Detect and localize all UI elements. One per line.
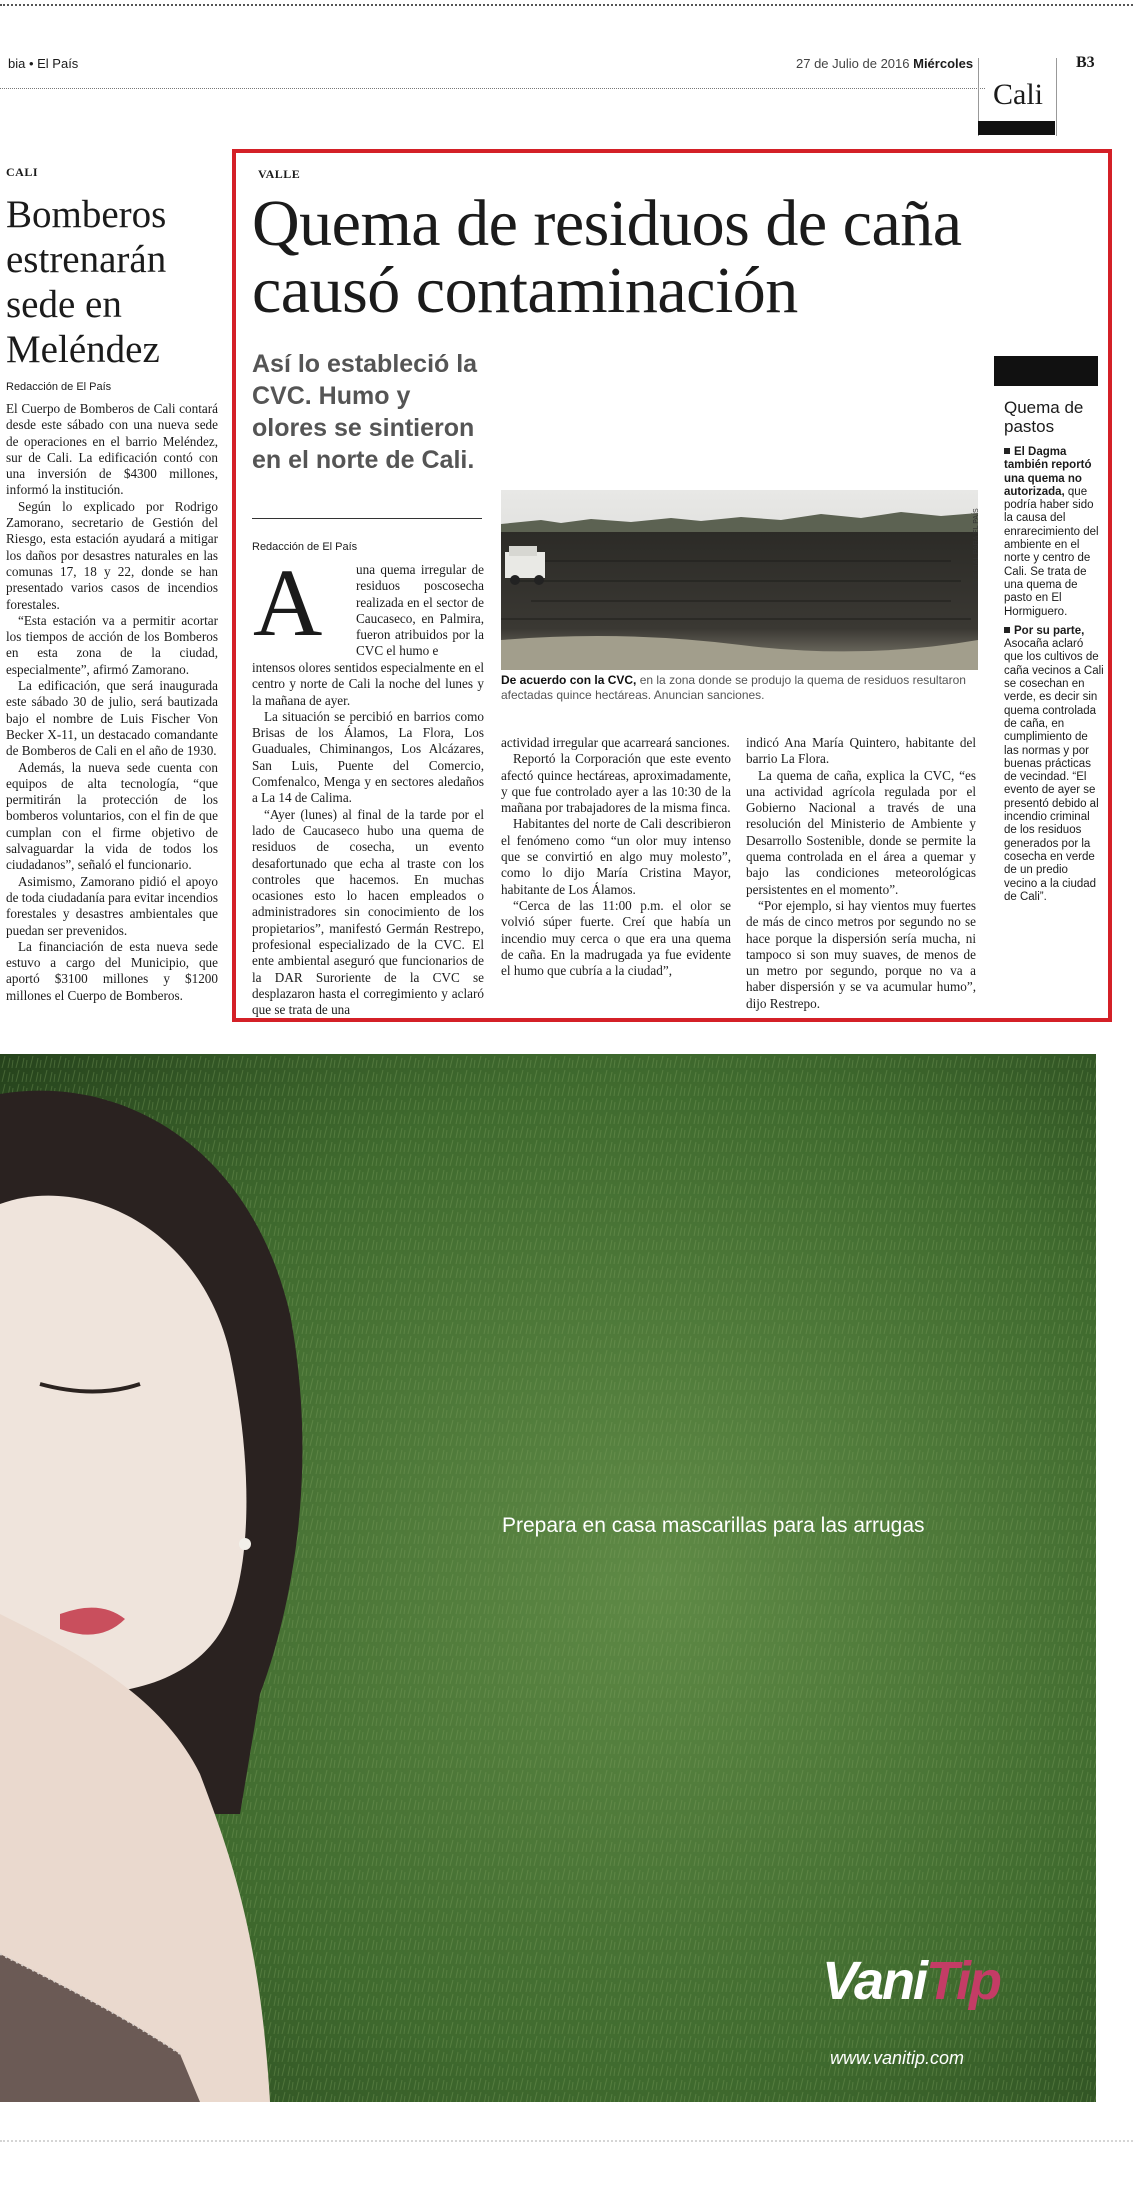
paragraph: El Cuerpo de Bomberos de Cali contará desde este sábado con una nueva sede de operaciones en el barrio Meléndez, sur de Cali. La edificación contó con una inversión de $4300 millones, informó la institución. xyxy=(6,401,218,498)
main-column-3 xyxy=(746,735,976,1012)
vanitip-logo: VaniTip xyxy=(822,1951,1001,2011)
main-story-headline: Quema de residuos de caña causó contaminación xyxy=(252,187,962,327)
main-lead-text xyxy=(356,562,484,660)
main-column-2 xyxy=(501,735,731,979)
main-story-deck: Así lo estableció la CVC. Humo y olores se sintieron en el norte de Cali. xyxy=(252,350,478,474)
square-bullet-icon xyxy=(1004,448,1010,454)
section-bar xyxy=(978,121,1055,135)
main-story-kicker: VALLE xyxy=(258,167,301,181)
side-story-byline: Redacción de El País xyxy=(6,381,112,393)
bottom-dotted-rule xyxy=(0,2140,1133,2142)
paragraph: “Ayer (lunes) al final de la tarde por el lado de Caucaseco hubo una quema de residuos de cosecha, un evento desafortunado que echa al traste con los controles que hacemos. En muchas ocasiones esto lo hacen empleados o administradores sin conocimiento de los propietarios”, manifestó Germán Restrepo, profesional especializado de la CVC. El ente ambiental aseguró que funcionarios de la DAR Suroriente de la CVC se desplazaron hasta el corregimiento y aclaró que se trata de una xyxy=(252,806,484,1018)
paragraph: La edificación, que será inaugurada este sábado 30 de julio, será bautizada bajo el nombre de Luis Fischer Von Becker X-11, un destacado comandante de Bomberos de Cali en el año de 1930. xyxy=(6,678,218,759)
deck-rule xyxy=(252,518,482,519)
side-story-body xyxy=(6,401,218,1004)
paragraph: Además, la nueva sede cuenta con equipos de alta tecnología, “que permitirán la protección de los bomberos voluntarios, con el fin de que cumplan con el firme objetivo de salvaguardar la vida de todos los ciudadanos”, señaló el funcionario. xyxy=(6,759,218,873)
side-story-kicker: CALI xyxy=(6,165,39,179)
sidebar-bar xyxy=(994,356,1098,386)
section-label: Cali xyxy=(993,78,1043,111)
photo-caption: De acuerdo con la CVC, en la zona donde se produjo la quema de residuos resultaron afectadas quince hectáreas. Anuncian sanciones. xyxy=(501,673,966,702)
paragraph: “Esta estación va a permitir acortar los tiempos de acción de los Bomberos en esta zona de la ciudad, especialmente”, afirmó Zamorano. xyxy=(6,612,218,677)
top-dotted-rule xyxy=(0,4,1133,6)
paragraph: Reportó la Corporación que este evento afectó quince hectáreas, aproximadamente, y que fue controlado ayer a las 10:30 de la mañana por trabajadores de la misma finca. xyxy=(501,751,731,816)
square-bullet-icon xyxy=(1004,627,1010,633)
photo-credit: ESPECIAL PARA EL PAÍS xyxy=(973,508,980,590)
paragraph: La financiación de esta nueva sede estuvo a cargo del Municipio, que aportó $3100 millones y $1200 millones el Cuerpo de Bomberos. xyxy=(6,938,218,1003)
paragraph: una quema irregular de residuos poscosecha realizada en el sector de Caucaseco, en Palmira, fueron atribuidos por la CVC el humo e xyxy=(356,562,484,659)
ad-url: www.vanitip.com xyxy=(830,2048,965,2068)
ad-illustration xyxy=(0,1054,1096,2102)
header-publication: bia • El País xyxy=(8,56,79,71)
paragraph: actividad irregular que acarreará sanciones. xyxy=(501,735,730,750)
main-column-1 xyxy=(252,660,484,1019)
paragraph: Habitantes del norte de Cali describieron el fenómeno como “un olor muy intenso que se convirtió en algo muy molesto”, como lo dijo María Cristina Mayor, habitante de Los Álamos. xyxy=(501,816,731,897)
main-story-byline: Redacción de El País xyxy=(252,541,358,553)
paragraph: “Cerca de las 11:00 p.m. el olor se volvió súper fuerte. Creí que había un incendio muy cerca o que era una quema de caña. En la madrugada ya fue evidente el humo que cubría a la ciudad”, xyxy=(501,897,731,979)
sidebar-item: El Dagma también reportó una quema no autorizada, que podría haber sido la causa del enrarecimiento del ambiente en el norte y centro de Cali. Se trata de una quema de pasto en El Hormiguero. xyxy=(1004,446,1099,618)
sidebar-body xyxy=(1004,446,1104,910)
paragraph: intensos olores sentidos especialmente en el centro y norte de Cali la noche del lunes y la mañana de ayer. xyxy=(252,660,484,708)
side-story-headline: Bomberos estrenarán sede en Meléndez xyxy=(6,193,167,371)
drop-cap: A xyxy=(253,549,323,656)
header-rule xyxy=(0,88,985,89)
paragraph: “Por ejemplo, si hay vientos muy fuertes de más de cinco metros por segundo no se hace porque la dispersión sería mucha, ni tampoco si son muy suaves, de menos de un metro por segundo, porque no va a haber dispersión y se va acumular humo”, dijo Restrepo. xyxy=(746,897,976,1011)
vanitip-advertisement xyxy=(0,1054,1096,2102)
sidebar-item: Por su parte, Asocaña aclaró que los cultivos de caña vecinos a Cali se cosechan en verde, es decir sin quema controlada de caña, en cumplimiento de las normas y por buenas prácticas de vecindad. “El evento de ayer se presentó debido al incendio criminal de los residuos generados por la cosecha en verde de un predio vecino a la ciudad de Cali”. xyxy=(1004,624,1104,903)
burned-field-illustration xyxy=(501,490,978,670)
paragraph: La quema de caña, explica la CVC, “es una actividad agrícola regulada por el Gobierno Nacional a través de una resolución del Ministerio de Ambiente y Desarrollo Sostenible, donde se permite la quema controlada en el área a quemar y bajo las condiciones meteorológicas persistentes en el momento”. xyxy=(746,767,976,897)
header-date: 27 de Julio de 2016 Miércoles xyxy=(796,56,974,71)
paragraph: Asimismo, Zamorano pidió el apoyo de toda ciudadanía para evitar incendios forestales y desastres ambientales que puedan ser prevenidos. xyxy=(6,873,219,938)
burned-field-photo xyxy=(501,490,978,670)
ad-caption: Prepara en casa mascarillas para las arrugas xyxy=(502,1514,925,1537)
paragraph: Según lo explicado por Rodrigo Zamorano, secretario de Gestión del Riesgo, esta estación ayudará a mitigar los daños por desastres naturales en las comunas 17, 18 y 22, donde se han presentado varios casos de incendios forestales. xyxy=(6,498,218,612)
sidebar-title: Quema de pastos xyxy=(1004,398,1084,436)
paragraph: La situación se percibió en barrios como Brisas de los Álamos, La Flora, Los Guaduales, Chiminangos, Los Alcázares, San Luis, Puente del Comercio, Comfenalco, Menga y en sectores aledaños a La 14 de Calima. xyxy=(252,708,484,806)
paragraph: indicó Ana María Quintero, habitante del barrio La Flora. xyxy=(746,735,976,767)
page-number: B3 xyxy=(1076,54,1095,71)
